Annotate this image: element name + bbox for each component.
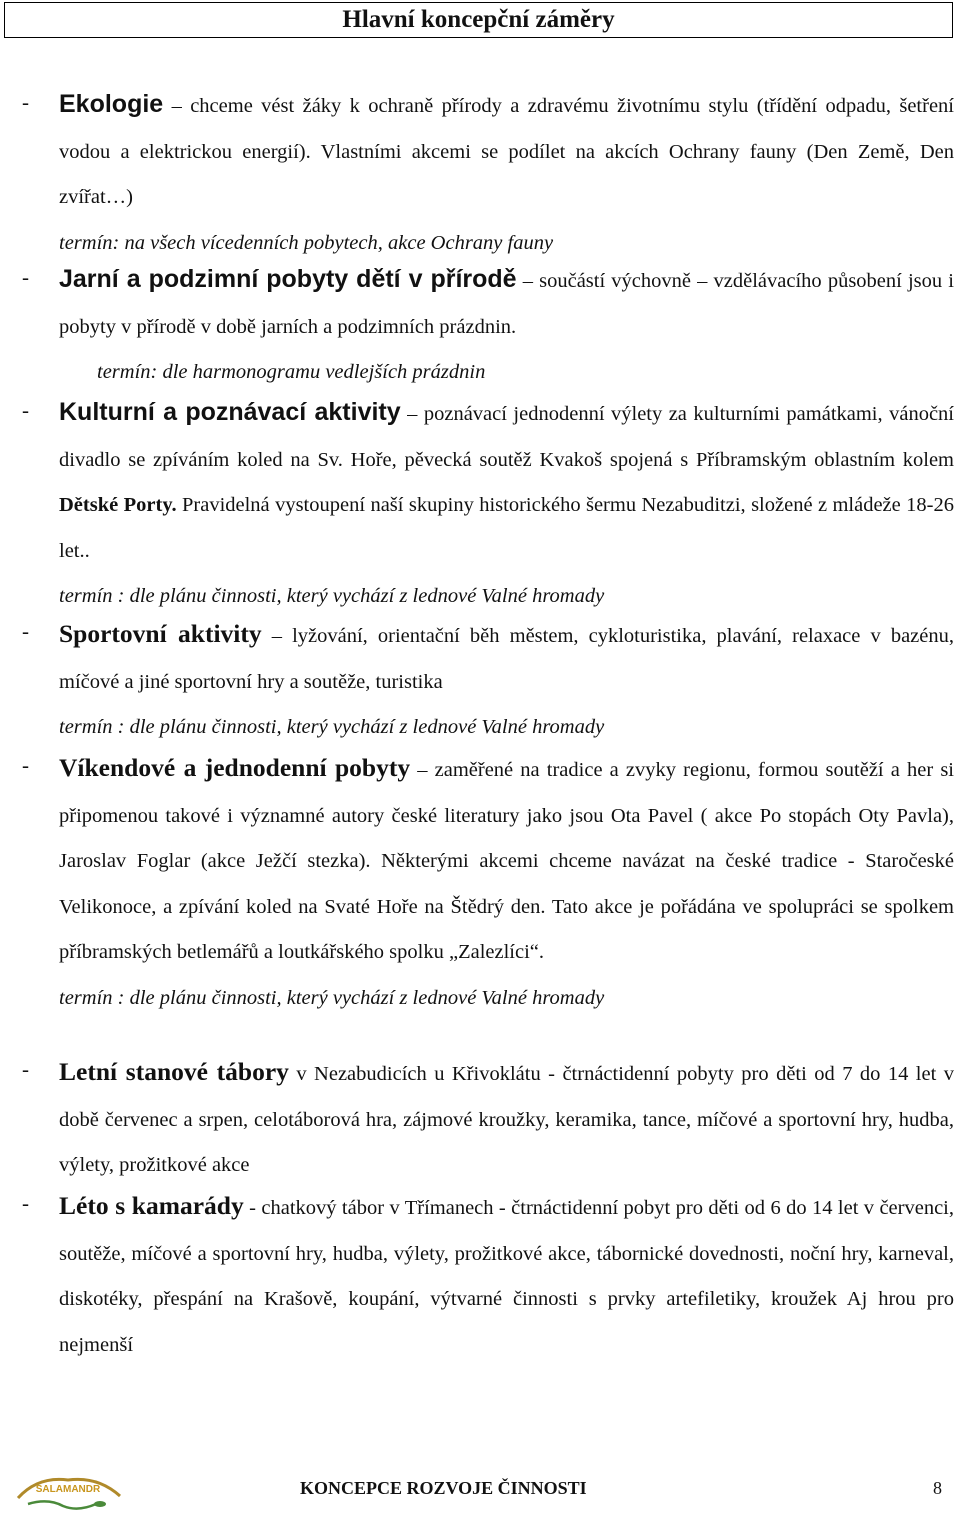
section-heading: Ekologie [59, 90, 164, 118]
section-heading: Letní stanové tábory [59, 1057, 289, 1086]
section-body [59, 1183, 954, 1368]
section-term: termín: na všech vícedenních pobytech, akce Ochrany fauny [59, 231, 554, 254]
section-term: termín: dle harmonogramu vedlejších prázdnin [97, 361, 486, 383]
section-term: termín : dle plánu činnosti, který vychází z lednové Valné hromady [59, 716, 605, 738]
section-heading: Víkendové a jednodenní pobyty [59, 753, 411, 782]
section-body [59, 82, 954, 266]
section-text: – lyžování, orientační běh městem, cykloturistika, plavání, relaxace v bazénu, míčové a jiné sportovní hry a soutěže, turistika [59, 625, 954, 693]
list-dash: - [22, 265, 29, 289]
section-text-2: Pravidelná vystoupení naší skupiny historického šermu Nezabuditzi, složené z mládeže 18-26 let.. [59, 494, 954, 562]
footer-text: KONCEPCE ROZVOJE ČINNOSTI [300, 1478, 587, 1498]
section-body [59, 1049, 954, 1189]
page-number: 8 [933, 1478, 942, 1498]
section-term: termín : dle plánu činnosti, který vychází z lednové Valné hromady [59, 986, 605, 1009]
section-text: – chceme vést žáky k ochraně přírody a zdravému životnímu stylu (třídění odpadu, šetření vodou a elektrickou energií). Vlastními akcemi se podílet na akcích Ochrany fauny (Den Země, Den zvířat…) [59, 95, 954, 208]
section-text: v Nezabudicích u Křivoklátu - čtrnáctidenní pobyty pro děti od 7 do 14 let v době červenec a srpen, celotáborová hra, zájmové kroužky, keramika, tance, míčové a sportovní hry, hudba, výlety, prožitkové akce [59, 1063, 955, 1176]
title-box [4, 2, 953, 38]
section-body [59, 390, 954, 620]
section-heading: Kulturní a poznávací aktivity [59, 398, 401, 426]
section-body [59, 257, 954, 396]
section-text: - chatkový tábor v Třímanech - čtrnáctidenní pobyt pro děti od 6 do 14 let v červenci, soutěže, míčové a sportovní hry, hudba, výlety, prožitkové akce, tábornické dovednosti, noční hry, karneval, diskotéky, přespání na Krašově, koupání, výtvarné činnosti s prvky artefiletiky, kroužek Aj hrou pro nejmenší [59, 1197, 954, 1356]
section-heading: Sportovní aktivity [59, 619, 262, 648]
list-dash: - [22, 1191, 29, 1215]
list-dash: - [22, 398, 29, 422]
section-heading: Jarní a podzimní pobyty dětí v přírodě [59, 265, 517, 293]
section-text: – zaměřené na tradice a zvyky regionu, formou soutěží a her si připomenou takové i významné autory české literatury jako jsou Ota Pavel ( akce Po stopách Oty Pavla), Jaroslav Foglar (akce Ježčí stezka). Některými akcemi chceme navázat na české tradice - Staročeské Velikonoce, a zpívání koled na Svaté Hoře na Štědrý den. Tato akce je pořádána ve spolupráci se spolkem příbramských betlemářů a loutkářského spolku „Zalezlíci“. [59, 759, 954, 963]
page-title: Hlavní koncepční záměry [342, 6, 615, 33]
section-body [59, 611, 954, 751]
section-text: – součástí výchovně – vzdělávacího působení jsou i pobyty v přírodě v době jarních a podzimních prázdnin. [59, 270, 954, 338]
section-term: termín : dle plánu činnosti, který vychází z lednové Valné hromady [59, 585, 605, 607]
list-dash: - [22, 1057, 29, 1081]
section-bold-inline: Dětské Porty. [59, 494, 177, 516]
logo-text: SALAMANDR [35, 1484, 101, 1495]
salamandr-logo [8, 1468, 128, 1514]
list-dash: - [22, 753, 29, 777]
section-text: – poznávací jednodenní výlety za kulturními památkami, vánoční divadlo se zpíváním koled na Sv. Hoře, pěvecká soutěž Kvakoš spojená s Příbramským oblastním kolem [59, 403, 954, 471]
list-dash: - [22, 90, 29, 114]
section-body [59, 745, 954, 1021]
list-dash: - [22, 619, 29, 643]
section-heading: Léto s kamarády [59, 1191, 244, 1220]
